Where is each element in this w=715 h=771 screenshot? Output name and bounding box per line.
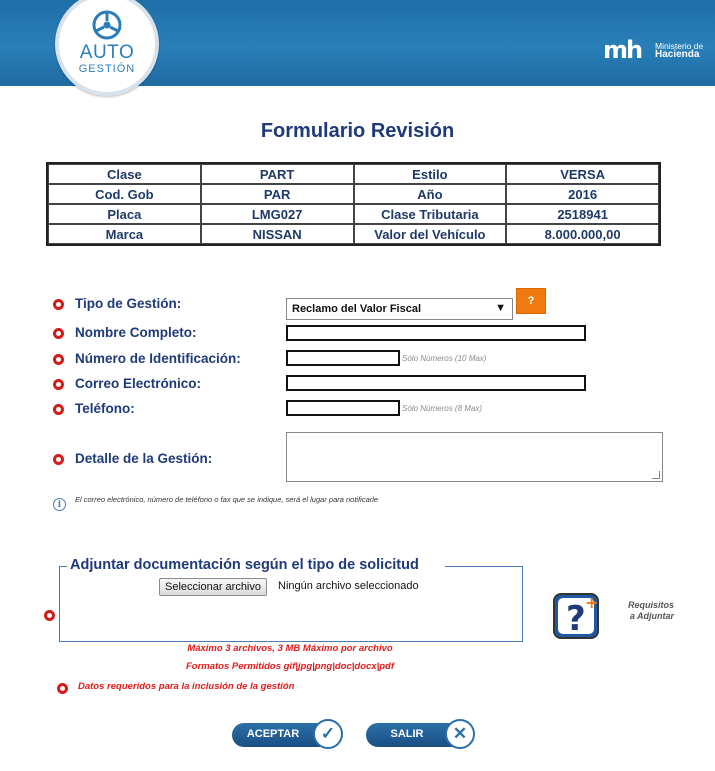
mh-line2: Hacienda xyxy=(655,48,700,60)
mh-line1: Ministerio de xyxy=(655,41,704,51)
telefono-input[interactable] xyxy=(286,400,400,416)
required-icon xyxy=(53,379,64,390)
detalle-textarea[interactable] xyxy=(286,432,663,482)
table-cell: Año xyxy=(354,184,507,204)
required-icon xyxy=(44,610,55,621)
header-bar xyxy=(0,0,715,86)
requisitos-label[interactable] xyxy=(604,600,674,622)
exit-button[interactable] xyxy=(366,723,473,747)
table-row xyxy=(48,224,659,244)
logo-auto-text: AUTO xyxy=(79,42,135,63)
file-limit-note: Máximo 3 archivos, 3 MB Máximo por archivo xyxy=(187,643,393,654)
identificacion-hint: Sólo Números (10 Max) xyxy=(402,354,487,363)
select-file-button[interactable]: Seleccionar archivo xyxy=(159,578,267,596)
table-cell: 2518941 xyxy=(506,204,659,224)
correo-label: Correo Electrónico: xyxy=(75,376,202,391)
required-icon xyxy=(53,454,64,465)
requisitos-help-icon[interactable] xyxy=(552,590,602,640)
required-icon xyxy=(53,404,64,415)
requisitos-line2: a Adjuntar xyxy=(629,611,674,621)
table-cell: VERSA xyxy=(506,164,659,184)
table-row xyxy=(48,184,659,204)
table-cell: Clase xyxy=(48,164,201,184)
required-icon xyxy=(57,683,68,694)
checkmark-icon: ✓ xyxy=(313,719,343,749)
fieldset-border xyxy=(59,566,67,567)
steering-wheel-icon xyxy=(92,10,122,40)
required-icon xyxy=(53,328,64,339)
exit-label: SALIR xyxy=(390,728,424,740)
table-cell: Valor del Vehículo xyxy=(354,224,507,244)
table-cell: Marca xyxy=(48,224,201,244)
accept-button[interactable] xyxy=(232,723,340,747)
no-file-text: Ningún archivo seleccionado xyxy=(278,580,419,592)
logo-gestion-text: GESTIÓN xyxy=(78,63,136,75)
table-cell: 2016 xyxy=(506,184,659,204)
resize-handle-icon[interactable] xyxy=(652,471,660,479)
table-cell: NISSAN xyxy=(201,224,354,244)
page-title: Formulario Revisión xyxy=(260,120,455,142)
table-cell: Estilo xyxy=(354,164,507,184)
svg-text:+: + xyxy=(585,593,599,612)
accept-label: ACEPTAR xyxy=(246,728,300,740)
table-cell: LMG027 xyxy=(201,204,354,224)
detalle-label: Detalle de la Gestión: xyxy=(75,451,213,466)
autogestion-logo[interactable] xyxy=(55,0,159,96)
vehicle-info-table xyxy=(46,162,661,246)
attachments-fieldset xyxy=(59,566,523,642)
table-cell: Placa xyxy=(48,204,201,224)
table-cell: Clase Tributaria xyxy=(354,204,507,224)
table-cell: PART xyxy=(201,164,354,184)
svg-text:?: ? xyxy=(566,599,586,639)
requisitos-line1: Requisitos xyxy=(627,600,674,610)
file-formats-note: Formatos Permitidos gif|jpg|png|doc|docx|pdf xyxy=(185,661,395,672)
help-button[interactable]: ? xyxy=(516,288,546,314)
mh-text xyxy=(655,42,715,59)
dropdown-arrow-icon: ▼ xyxy=(495,302,506,314)
nombre-label: Nombre Completo: xyxy=(75,325,197,340)
identificacion-input[interactable] xyxy=(286,350,400,366)
info-note: El correo electrónico, número de teléfono o fax que se indique, será el lugar para notificarle xyxy=(75,495,379,504)
info-icon: i xyxy=(53,498,66,511)
table-row xyxy=(48,204,659,224)
required-icon xyxy=(53,299,64,310)
required-icon xyxy=(53,354,64,365)
tipo-gestion-label: Tipo de Gestión: xyxy=(75,296,182,311)
mh-mark: mh xyxy=(603,36,642,64)
fieldset-border xyxy=(445,566,523,567)
tipo-gestion-value: Reclamo del Valor Fiscal xyxy=(292,303,422,315)
identificacion-label: Número de Identificación: xyxy=(75,351,241,366)
telefono-label: Teléfono: xyxy=(75,401,135,416)
table-cell: 8.000.000,00 xyxy=(506,224,659,244)
tipo-gestion-select[interactable] xyxy=(286,298,513,320)
attachments-legend: Adjuntar documentación según el tipo de solicitud xyxy=(70,557,419,573)
required-note: Datos requeridos para la inclusión de la gestión xyxy=(78,681,295,692)
close-icon: ✕ xyxy=(445,719,475,749)
table-cell: Cod. Gob xyxy=(48,184,201,204)
table-row xyxy=(48,164,659,184)
nombre-input[interactable] xyxy=(286,325,586,341)
table-cell: PAR xyxy=(201,184,354,204)
correo-input[interactable] xyxy=(286,375,586,391)
telefono-hint: Sólo Números (8 Max) xyxy=(402,404,483,413)
